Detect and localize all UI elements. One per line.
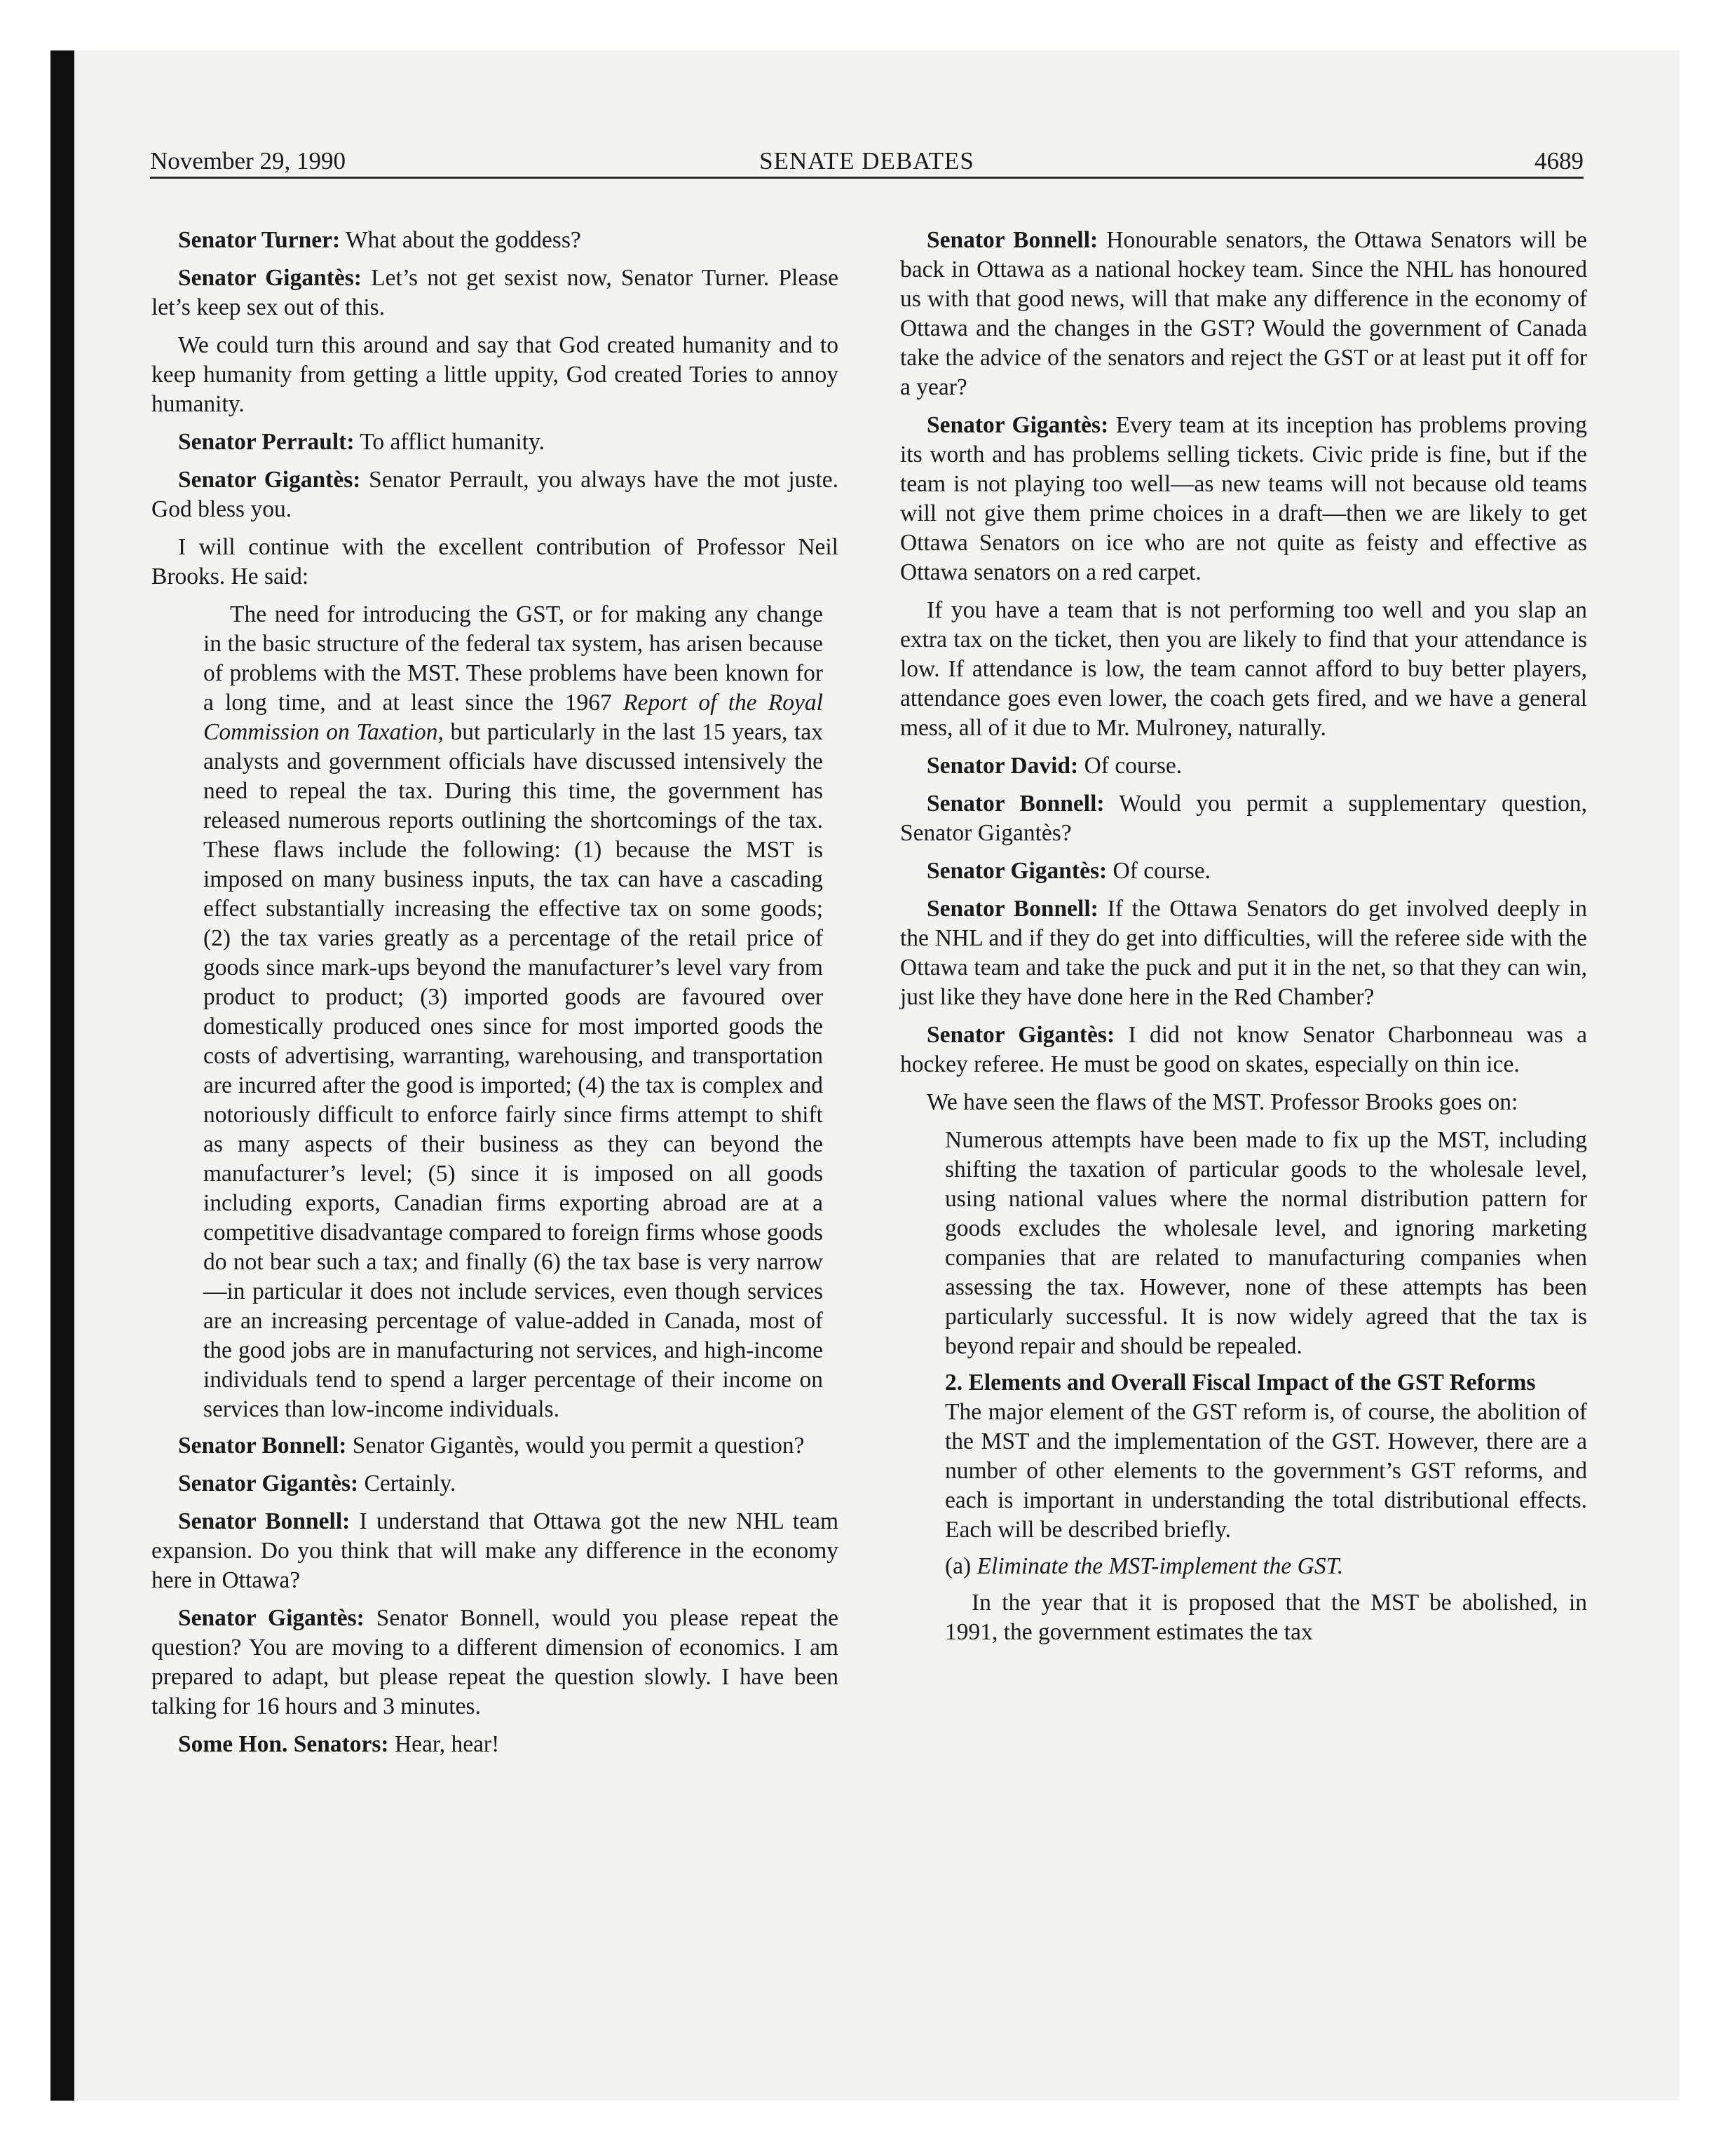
speaker-name: Senator Bonnell: (178, 1433, 347, 1459)
speech-paragraph (900, 894, 1587, 1012)
subsection-heading: (a) Eliminate the MST-implement the GST. (945, 1553, 1344, 1579)
speaker-name: Senator Gigantès: (178, 1471, 359, 1496)
page-header (150, 147, 1584, 181)
speech-paragraph: We could turn this around and say that God created humanity and to keep humanity from getting a little uppity, God created Tories to annoy humanity. (151, 332, 838, 417)
speech-paragraph (151, 1469, 838, 1499)
speech-paragraph (151, 226, 838, 255)
speech-paragraph: We have seen the flaws of the MST. Professor Brooks goes on: (927, 1089, 1518, 1115)
speech-text: Hear, hear! (388, 1731, 500, 1757)
speech-text: Every team at its inception has problems proving its worth and has problems selling tickets. Civic pride is fine, but if the team is not playing too well—as new teams will not because old teams will not give them prime choices in a draft—then we are likely to get Ottawa Senators on ice who are not quite as feisty and effective as Ottawa senators on a red carpet. (900, 412, 1588, 585)
block-quote: In the year that it is proposed that the MST be abolished, in 1991, the government estimates the tax (945, 1590, 1587, 1645)
speaker-name: Senator David: (927, 753, 1079, 779)
speech-paragraph (900, 411, 1587, 587)
speech-text: If the Ottawa Senators do get involved deeply in the NHL and if they do get into difficulties, will the referee side with the Ottawa team and take the puck and put it in the net, so that they can win, just like they have done here in the Red Chamber? (900, 896, 1588, 1010)
left-column (151, 226, 838, 1768)
right-column (900, 226, 1587, 1654)
speech-text: Would you permit a supplementary question, Senator Gigantès? (900, 791, 1587, 846)
speech-text: Let’s not get sexist now, Senator Turner. Please let’s keep sex out of this. (151, 265, 839, 320)
speaker-name: Some Hon. Senators: (178, 1731, 389, 1757)
speaker-name: Senator Gigantès: (178, 467, 361, 493)
speech-paragraph (151, 1431, 838, 1461)
speech-paragraph: If you have a team that is not performing too well and you slap an extra tax on the ticket, then you are likely to find that your attendance is low. If attendance is low, the team cannot afford to buy better players, attendance goes even lower, the coach gets fired, and we have a general mess, all of it due to Mr. Mulroney, naturally. (900, 597, 1587, 741)
speaker-name: Senator Gigantès: (927, 1022, 1115, 1048)
header-rule (150, 177, 1584, 179)
speech-paragraph (900, 751, 1587, 781)
speech-text: What about the goddess? (340, 227, 581, 253)
speech-paragraph: I will continue with the excellent contribution of Professor Neil Brooks. He said: (151, 534, 838, 589)
speaker-name: Senator Gigantès: (927, 858, 1108, 884)
speech-paragraph (900, 857, 1587, 886)
block-quote: The need for introducing the GST, or for making any change in the basic structure of the federal tax system, has arisen because of problems with the MST. These problems have been known for a long time, and at least since the 1967 Report of the Royal Commission on Taxation, but particularly in the last 15 years, tax analysts and government officials have discussed intensively the need to repeal the tax. During this time, the government has released numerous reports outlining the shortcomings of the tax. These flaws include the following: (1) because the MST is imposed on many business inputs, the tax can have a cascading effect substantially increasing the effective tax on some goods; (2) the tax varies greatly as a percentage of the retail price of goods since mark-ups beyond the manufacturer’s level vary from product to product; (3) imported goods are favoured over domestically produced ones since for most imported goods the costs of advertising, warranting, warehousing, and transportation are incurred after the good is imported; (4) the tax is complex and notoriously difficult to enforce fairly since firms attempt to shift as many aspects of their business as they can beyond the manufacturer’s level; (5) since it is imposed on all goods including exports, Canadian firms exporting abroad are at a competitive disadvantage compared to foreign firms whose goods do not bear such a tax; and finally (6) the tax base is very narrow—in particular it does not include services, even though services are an increasing percentage of value-added in Canada, most of the good jobs are in manufacturing not services, and high-income individuals tend to spend a larger percentage of their income on services than low-income individuals. (203, 601, 823, 1422)
speech-paragraph (151, 264, 838, 322)
speech-text: Of course. (1107, 858, 1211, 884)
speaker-name: Senator Bonnell: (927, 896, 1098, 922)
speaker-name: Senator Turner: (178, 227, 341, 253)
speech-paragraph (151, 465, 838, 524)
report-title: Report of the Royal Commission on Taxation (203, 690, 823, 745)
speech-text: Of course. (1078, 753, 1183, 779)
speaker-name: Senator Gigantès: (178, 1605, 365, 1631)
header-title: SENATE DEBATES (759, 147, 974, 175)
block-quote: Numerous attempts have been made to fix up the MST, including shifting the taxation of particular goods to the wholesale level, using national values where the normal distribution pattern for goods excludes the wholesale level, and ignoring marketing companies that are related to manufacturing companies when assessing the tax. However, none of these attempts has been particularly successful. It is now widely agreed that the tax is beyond repair and should be repealed. (945, 1127, 1587, 1359)
speech-paragraph (900, 789, 1587, 848)
block-quote: The major element of the GST reform is, of course, the abolition of the MST and the implementation of the GST. However, there are a number of other elements to the government’s GST reforms, and each is important in understanding the total distributional effects. Each will be described briefly. (945, 1399, 1587, 1543)
speech-paragraph (151, 1604, 838, 1721)
speech-text: I did not know Senator Charbonneau was a hockey referee. He must be good on skates, especially on thin ice. (900, 1022, 1587, 1077)
speech-paragraph (151, 1730, 838, 1759)
speech-text: Senator Gigantès, would you permit a question? (346, 1433, 805, 1459)
speech-text: I understand that Ottawa got the new NHL team expansion. Do you think that will make any difference in the economy here in Ottawa? (151, 1508, 839, 1593)
speech-text: Honourable senators, the Ottawa Senators will be back in Ottawa as a national hockey team. Since the NHL has honoured us with that good news, will that make any difference in the economy of Ottawa and the changes in the GST? Would the government of Canada take the advice of the senators and reject the GST or at least put it off for a year? (900, 227, 1588, 400)
section-heading: 2. Elements and Overall Fiscal Impact of the GST Reforms (945, 1370, 1536, 1396)
speech-text: Certainly. (358, 1471, 456, 1496)
speech-text: Senator Perrault, you always have the mot juste. God bless you. (151, 467, 839, 522)
speaker-name: Senator Bonnell: (927, 791, 1105, 817)
book-spine-shadow (50, 50, 74, 2101)
speaker-name: Senator Perrault: (178, 429, 355, 455)
speaker-name: Senator Bonnell: (178, 1508, 351, 1534)
speaker-name: Senator Gigantès: (178, 265, 362, 291)
speech-paragraph (900, 226, 1587, 402)
speech-text: Senator Bonnell, would you please repeat the question? You are moving to a different dimension of economics. I am prepared to adapt, but please repeat the question slowly. I have been talking for 16 hours and 3 minutes. (151, 1605, 838, 1719)
speaker-name: Senator Bonnell: (927, 227, 1098, 253)
header-page-number: 4689 (1535, 147, 1584, 175)
header-date: November 29, 1990 (150, 147, 346, 175)
speech-paragraph (900, 1021, 1587, 1079)
speech-paragraph (151, 428, 838, 457)
speech-paragraph (151, 1507, 838, 1595)
speaker-name: Senator Gigantès: (927, 412, 1109, 438)
speech-text: To afflict humanity. (354, 429, 545, 455)
